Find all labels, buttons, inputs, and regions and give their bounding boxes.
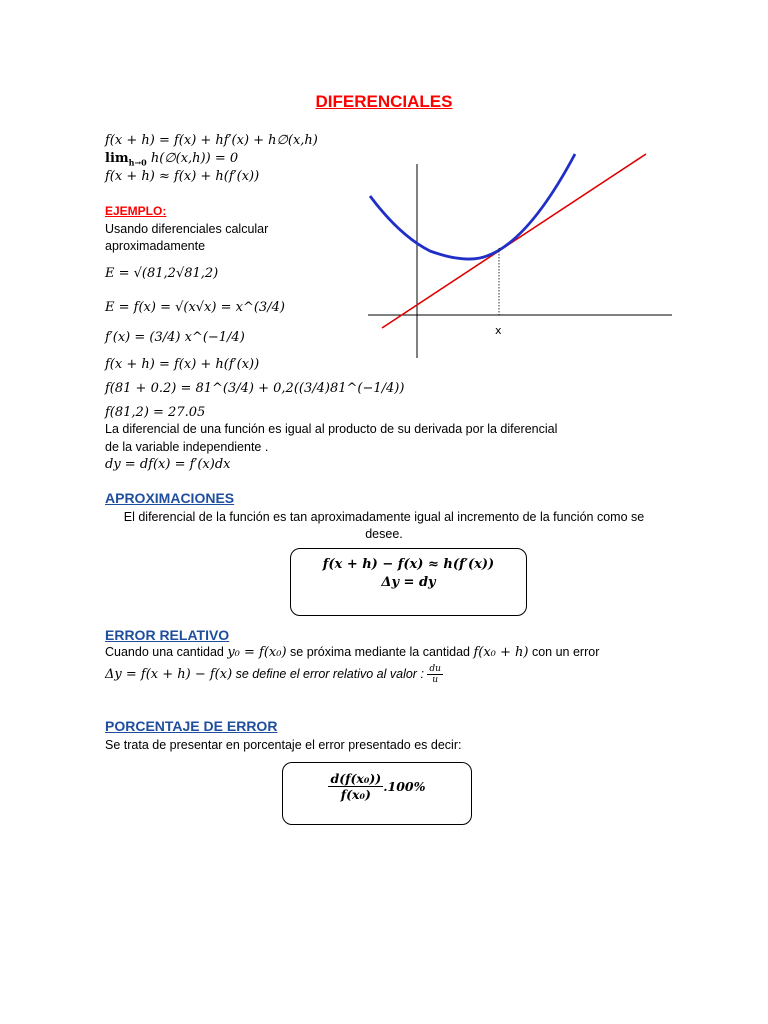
example-eq-6: f(81,2) = 27.05 bbox=[105, 405, 206, 420]
limit-subscript: h→0 bbox=[128, 157, 147, 168]
definition-eq: dy = df(x) = f′(x)dx bbox=[105, 457, 231, 472]
example-eq-4: f(x + h) = f(x) + h(f′(x)) bbox=[105, 357, 260, 372]
aproximacion-box-line-2: Δy = dy bbox=[381, 575, 436, 590]
definition-text-1: La diferencial de una función es igual al producto de su derivada por la diferencial bbox=[105, 422, 558, 436]
aproximacion-box-line-1: f(x + h) − f(x) ≈ h(f′(x)) bbox=[322, 557, 495, 572]
aproximaciones-heading: APROXIMACIONES bbox=[105, 490, 235, 506]
relative-error-fraction bbox=[427, 664, 443, 685]
formula-line-1: f(x + h) = f(x) + hf′(x) + h∅(x,h) bbox=[105, 133, 318, 148]
example-eq-1: E = √(81,2√81,2) bbox=[105, 266, 219, 281]
tangent-line bbox=[382, 154, 646, 328]
porcentaje-fraction bbox=[328, 771, 383, 802]
porcentaje-denominator: f(x₀) bbox=[340, 787, 371, 802]
aproximacion-box bbox=[290, 548, 527, 616]
error-relativo-line-1 bbox=[105, 645, 599, 660]
example-heading: EJEMPLO: bbox=[105, 204, 167, 218]
x-marker-label: x bbox=[495, 324, 502, 337]
tangent-graph bbox=[360, 150, 680, 365]
error-relativo-text-2: se próxima mediante la cantidad bbox=[286, 645, 474, 659]
relative-error-numerator: du bbox=[429, 664, 441, 674]
limit-expression: h(∅(x,h)) = 0 bbox=[146, 151, 239, 166]
error-relativo-math-1: y₀ = f(x₀) bbox=[227, 645, 287, 660]
error-relativo-math-2: f(x₀ + h) bbox=[473, 645, 529, 660]
error-relativo-text-4: se define el error relativo al valor : bbox=[232, 666, 428, 681]
error-relativo-line-2 bbox=[105, 664, 443, 685]
formula-line-3: f(x + h) ≈ f(x) + h(f′(x)) bbox=[105, 169, 260, 184]
porcentaje-formula bbox=[283, 771, 471, 802]
definition-text-2: de la variable independiente . bbox=[105, 440, 269, 454]
relative-error-denominator: u bbox=[432, 675, 439, 685]
porcentaje-text: Se trata de presentar en porcentaje el error presentado es decir: bbox=[105, 738, 462, 752]
error-relativo-math-3: Δy = f(x + h) − f(x) bbox=[105, 666, 233, 682]
porcentaje-box bbox=[282, 762, 472, 825]
error-relativo-text-3: con un error bbox=[528, 645, 600, 659]
aproximaciones-text-2: desee. bbox=[365, 527, 403, 541]
porcentaje-heading: PORCENTAJE DE ERROR bbox=[105, 718, 278, 734]
example-eq-3: f′(x) = (3/4) x^(−1/4) bbox=[105, 330, 245, 345]
error-relativo-text-1: Cuando una cantidad bbox=[105, 645, 228, 659]
example-eq-5: f(81 + 0.2) = 81^(3/4) + 0,2((3/4)81^(−1/4)) bbox=[105, 381, 405, 396]
example-text-1: Usando diferenciales calcular bbox=[105, 222, 269, 236]
porcentaje-suffix: .100% bbox=[383, 779, 426, 794]
formula-line-2 bbox=[105, 151, 238, 168]
limit-label: lim bbox=[105, 151, 129, 166]
example-eq-2: E = f(x) = √(x√x) = x^(3/4) bbox=[105, 300, 285, 315]
porcentaje-numerator: d(f(x₀)) bbox=[330, 771, 382, 786]
page-title: DIFERENCIALES bbox=[315, 92, 453, 111]
aproximaciones-text-1: El diferencial de la función es tan aproximadamente igual al incremento de la función como se bbox=[123, 510, 645, 524]
function-curve bbox=[370, 154, 575, 259]
example-text-2: aproximadamente bbox=[105, 239, 206, 253]
error-relativo-heading: ERROR RELATIVO bbox=[105, 627, 230, 643]
